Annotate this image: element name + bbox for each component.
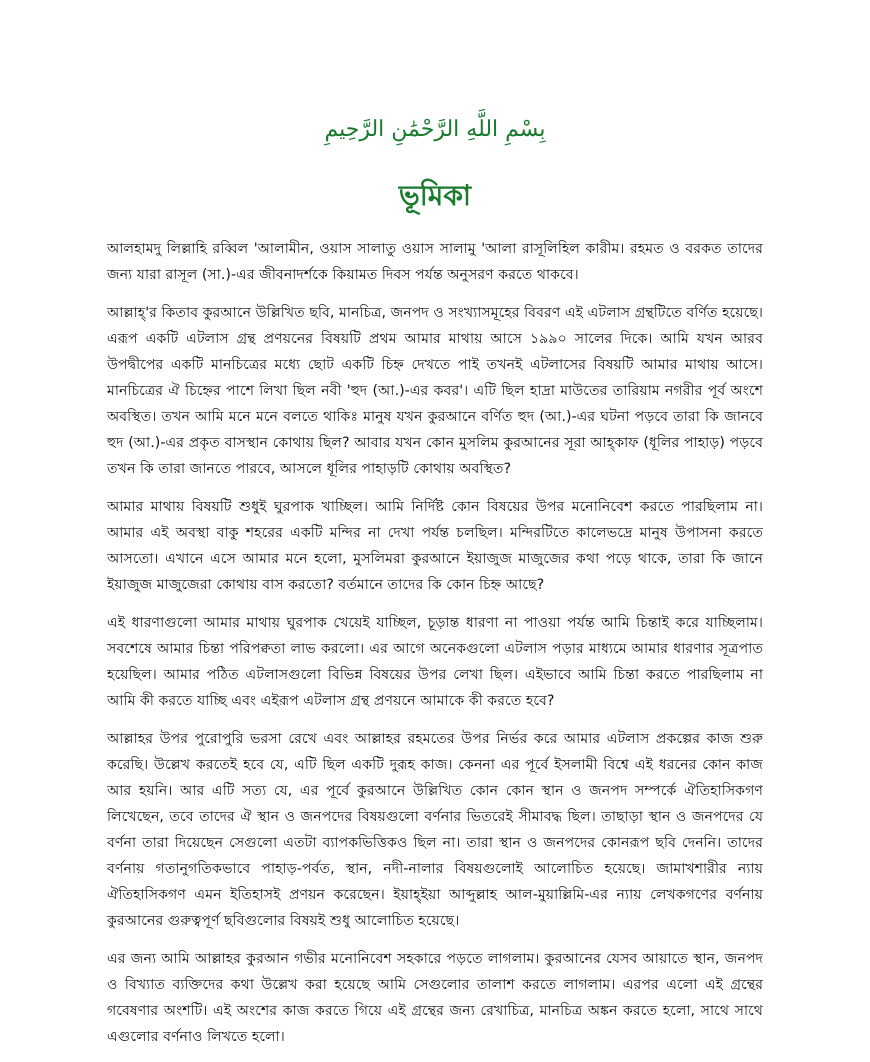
- bismillah-heading: بِسْمِ اللَّهِ الرَّحْمَٰنِ الرَّحِيمِ: [324, 117, 546, 142]
- paragraph-4: এই ধারণাগুলো আমার মাথায় ঘুরপাক খেয়েই যাচ্ছিল, চূড়ান্ত ধারণা না পাওয়া পর্যন্ত আমি চিন্তাই করে যাচ্ছিলাম। সবশেষে আমার চিন্তা পরিপক্বতা লাভ করলো। এর আগে অনেকগুলো এটলাস পড়ার মাধ্যমে আমার ধারণার সূত্রপাত হয়েছিল। আমার পঠিত এটলাসগুলো বিভিন্ন বিষয়ের উপর লেখা ছিল। এইভাবে আমি চিন্তা করতে পারছিলাম না আমি কী করতে যাচ্ছি এবং এইরূপ এটলাস গ্রন্থ প্রণয়নে আমাকে কী করতে হবে?: [107, 615, 763, 709]
- paragraph-5: আল্লাহর উপর পুরোপুরি ভরসা রেখে এবং আল্লাহর রহমতের উপর নির্ভর করে আমার এটলাস প্রকল্পের কাজ শুরু করেছি। উল্লেখ করতেই হবে যে, এটি ছিল একটি দুরূহ কাজ। কেননা এর পূর্বে ইসলামী বিশ্বে এই ধরনের কোন কাজ আর হয়নি। আর এটি সত্য যে, এর পূর্বে কুরআনে উল্লিখিত কোন কোন স্থান ও জনপদ সম্পর্কে ঐতিহাসিকগণ লিখেছেন, তবে তাদের ঐ স্থান ও জনপদের বিষয়গুলো বর্ণনার ভিতরেই সীমাবদ্ধ ছিল। তাছাড়া স্থান ও জনপদের যে বর্ণনা তারা দিয়েছেন সেগুলো এতটা ব্যাপকভিত্তিকও ছিল না। তারা স্থান ও জনপদের কোনরূপ ছবি দেননি। তাদের বর্ণনায় গতানুগতিকভাবে পাহাড়-পর্বত, স্থান, নদী-নালার বিষয়গুলোই আলোচিত হয়েছে। জামাখশারীর ন্যায় ঐতিহাসিকগণ এমন ইতিহাসই প্রণয়ন করেছেন। ইয়াহ্ইয়া আব্দুল্লাহ আল-মুয়াল্লিমি-এর ন্যায় লেখকগণের বর্ণনায় কুরআনের গুরুত্বপূর্ণ ছবিগুলোর বিষয়ই শুধু আলোচিত হয়েছে।: [107, 731, 763, 929]
- paragraph-3: আমার মাথায় বিষয়টি শুধুই ঘুরপাক খাচ্ছিল। আমি নির্দিষ্ট কোন বিষয়ের উপর মনোনিবেশ করতে পারছিলাম না। আমার এই অবস্থা বাকু শহরের একটি মন্দির না দেখা পর্যন্ত চলছিল। মন্দিরটিতে কালেভদ্রে মানুষ উপাসনা করতে আসতো। এখানে এসে আমার মনে হলো, মুসলিমরা কুরআনে ইয়াজুজ মাজুজের কথা পড়ে থাকে, তারা কি জানে ইয়াজুজ মাজুজেরা কোথায় বাস করতো? বর্তমানে তাদের কি কোন চিহ্ন আছে?: [107, 499, 763, 593]
- paragraph-1: আলহামদু লিল্লাহি রব্বিল 'আলামীন, ওয়াস সালাতু ওয়াস সালামু 'আলা রাসূলিহিল কারীম। রহমত ও বরকত তাদের জন্য যারা রাসূল (সা.)-এর জীবনাদর্শকে কিয়ামত দিবস পর্যন্ত অনুসরণ করতে থাকবে।: [107, 241, 763, 283]
- page-title: ভূমিকা: [398, 179, 472, 212]
- paragraph-2: আল্লাহ্'র কিতাব কুরআনে উল্লিখিত ছবি, মানচিত্র, জনপদ ও সংখ্যাসমূহের বিবরণ এই এটলাস গ্রন্থটিতে বর্ণিত হয়েছে। এরূপ একটি এটলাস গ্রন্থ প্রণয়নের বিষয়টি প্রথম আমার মাথায় আসে ১৯৯০ সালের দিকে। আমি যখন আরব উপদ্বীপের একটি মানচিত্রের মধ্যে ছোট একটি চিহ্ন দেখতে পাই তখনই এটলাসের বিষয়টি আমার মাথায় আসে। মানচিত্রের ঐ চিহ্নের পাশে লিখা ছিল নবী 'হুদ (আ.)-এর কবর'। এটি ছিল হাদ্রা মাউতের তারিয়াম নগরীর পূর্ব অংশে অবস্থিত। তখন আমি মনে মনে বলতে থাকিঃ মানুষ যখন কুরআনে বর্ণিত হুদ (আ.)-এর ঘটনা পড়বে তারা কি জানবে হুদ (আ.)-এর প্রকৃত বাসস্থান কোথায় ছিল? আবার যখন কোন মুসলিম কুরআনের সূরা আহ্কাফ (ধূলির পাহাড়) পড়বে তখন কি তারা জানতে পারবে, আসলে ধূলির পাহাড়টি কোথায় অবস্থিত?: [107, 305, 763, 477]
- paragraph-6: এর জন্য আমি আল্লাহর কুরআন গভীর মনোনিবেশ সহকারে পড়তে লাগলাম। কুরআনের যেসব আয়াতে স্থান, জনপদ ও বিখ্যাত ব্যক্তিদের কথা উল্লেখ করা হয়েছে আমি সেগুলোর তালাশ করতে লাগলাম। এরপর এলো এই গ্রন্থের গবেষণার অংশটি। এই অংশের কাজ করতে গিয়ে এই গ্রন্থের জন্য রেখাচিত্র, মানচিত্র অঙ্কন করতে হলো, সাথে সাথে এগুলোর বর্ণনাও লিখতে হলো।: [107, 951, 763, 1045]
- document-body: [107, 236, 763, 1062]
